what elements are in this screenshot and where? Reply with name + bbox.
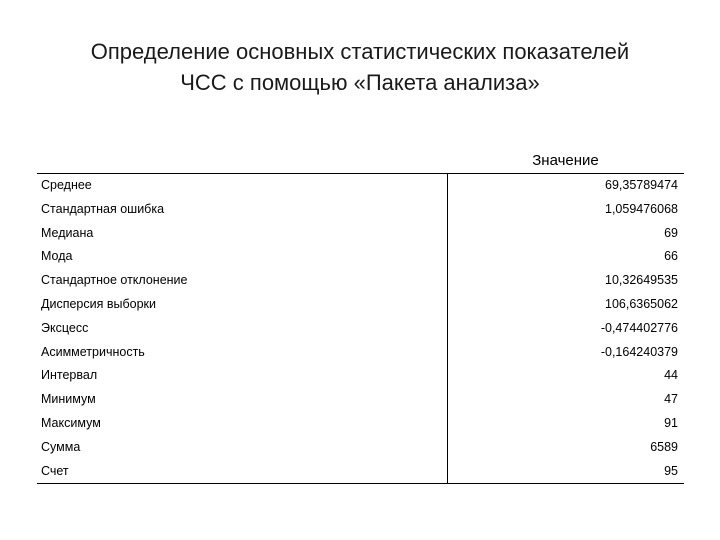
table-row bbox=[37, 174, 684, 198]
table-row bbox=[37, 293, 684, 317]
table-header bbox=[37, 149, 684, 174]
row-label: Стандартная ошибка bbox=[41, 201, 165, 216]
slide-title-line1: Определение основных статистических показателей bbox=[90, 39, 630, 64]
row-label: Интервал bbox=[41, 368, 98, 383]
row-value: 106,6365062 bbox=[605, 296, 678, 311]
row-label: Дисперсия выборки bbox=[41, 296, 156, 311]
row-value: 69,35789474 bbox=[605, 178, 678, 192]
row-value: -0,164240379 bbox=[600, 344, 678, 359]
table-row bbox=[37, 222, 684, 246]
table-row bbox=[37, 436, 684, 460]
header-empty-cell bbox=[37, 149, 447, 173]
row-value: 69 bbox=[664, 225, 678, 240]
row-label: Мода bbox=[41, 249, 73, 264]
row-value: -0,474402776 bbox=[600, 320, 678, 335]
slide-title-line2: ЧСС с помощью «Пакета анализа» bbox=[180, 70, 540, 95]
table-row bbox=[37, 341, 684, 365]
table-row bbox=[37, 412, 684, 436]
row-label: Стандартное отклонение bbox=[41, 273, 188, 288]
table-row bbox=[37, 388, 684, 412]
row-value: 47 bbox=[664, 392, 678, 407]
row-value: 6589 bbox=[650, 439, 678, 454]
row-label: Эксцесс bbox=[41, 320, 89, 335]
row-label: Минимум bbox=[41, 392, 96, 407]
row-value: 44 bbox=[664, 368, 678, 383]
row-label: Асимметричность bbox=[41, 344, 145, 359]
table-row bbox=[37, 269, 684, 293]
row-label: Сумма bbox=[41, 439, 81, 454]
row-label: Медиана bbox=[41, 225, 94, 240]
table-row bbox=[37, 317, 684, 341]
table-row bbox=[37, 245, 684, 269]
table-row bbox=[37, 460, 684, 485]
row-value: 10,32649535 bbox=[605, 273, 678, 288]
row-label: Среднее bbox=[41, 178, 92, 192]
row-value: 1,059476068 bbox=[605, 201, 678, 216]
row-value: 95 bbox=[664, 463, 678, 478]
row-label: Максимум bbox=[41, 415, 101, 430]
statistics-table bbox=[37, 149, 684, 484]
row-value: 66 bbox=[664, 249, 678, 264]
row-value: 91 bbox=[664, 415, 678, 430]
row-label: Счет bbox=[41, 463, 69, 478]
table-row bbox=[37, 198, 684, 222]
slide-title bbox=[0, 36, 720, 98]
table-body bbox=[37, 174, 684, 484]
table-row bbox=[37, 364, 684, 388]
value-column-header: Значение bbox=[532, 152, 599, 169]
